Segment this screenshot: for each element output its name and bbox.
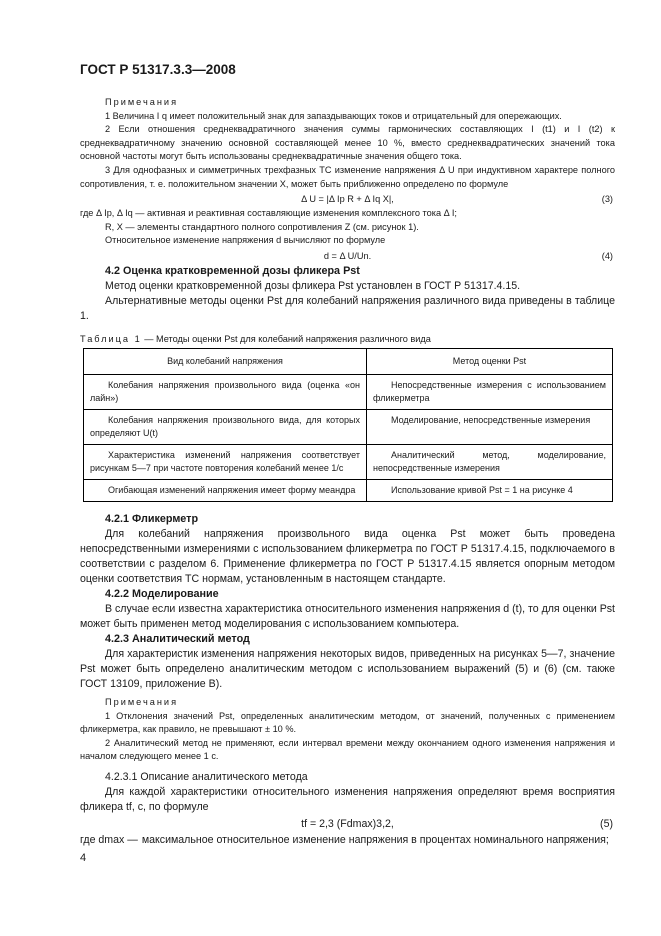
section-4-2-2-heading: 4.2.2 Моделирование bbox=[105, 587, 219, 600]
document-header: ГОСТ Р 51317.3.3—2008 bbox=[80, 62, 236, 77]
formula-4-expression: d = Δ U/Un. bbox=[323, 250, 372, 261]
table-row bbox=[84, 409, 613, 444]
notes-2-title: Примечания bbox=[105, 696, 179, 707]
section-4-2-3-paragraph: Для характеристик изменения напряжения некоторых видов, приведенных на рисунках 5—7, значение Pst может быть определено аналитическим методом с использованием выражений (5) и (6) (см. также ГОСТ 13109, приложение В). bbox=[80, 647, 615, 690]
formula-5 bbox=[80, 815, 615, 833]
page-content bbox=[80, 96, 615, 848]
formula-3-expression: Δ U = |Δ Ip R + Δ Iq X|, bbox=[301, 194, 394, 205]
where-dmax bbox=[80, 833, 615, 848]
section-4-2-3-heading: 4.2.3 Аналитический метод bbox=[105, 632, 250, 645]
table-header-kind: Вид колебаний напряжения bbox=[84, 348, 367, 374]
methods-table bbox=[83, 348, 613, 502]
section-4-2-1-heading: 4.2.1 Фликерметр bbox=[105, 512, 199, 525]
table-cell-method: Использование кривой Pst = 1 на рисунке 4 bbox=[367, 479, 613, 501]
where-dmax-text: максимальное относительное изменение напряжения в процентах номинального напряжения; bbox=[141, 833, 609, 846]
section-4-2-paragraph-1: Метод оценки кратковременной дозы фликера Pst установлен в ГОСТ Р 51317.4.15. bbox=[105, 279, 521, 292]
page-number: 4 bbox=[80, 852, 87, 864]
note-2-2: 2 Аналитический метод не применяют, если интервал времени между окончанием одного изменения напряжения и началом следующего менее 1 с. bbox=[80, 737, 615, 762]
note-2: 2 Если отношения среднеквадратичного значения суммы гармонических составляющих I (t1) и I (t2) к среднеквадратичному значению основной составляющей менее 10 %, вместо среднеквадратических значений тока основной частоты могут быть использованы среднеквадратичные значения общего тока. bbox=[80, 124, 615, 162]
table-caption bbox=[80, 334, 615, 344]
table-cell-kind: Колебания напряжения произвольного вида (оценка «он лайн») bbox=[84, 374, 367, 409]
formula-4 bbox=[80, 248, 615, 264]
table-cell-kind: Огибающая изменений напряжения имеет форму меандра bbox=[84, 479, 367, 501]
formula-3-number: (3) bbox=[601, 194, 613, 205]
where-dmax-label: где dmax — bbox=[80, 833, 138, 846]
table-caption-text: — Методы оценки Pst для колебаний напряжения различного вида bbox=[141, 333, 431, 344]
section-4-2-paragraph-2: Альтернативные методы оценки Pst для колебаний напряжения различного вида приведены в таблице 1. bbox=[80, 294, 615, 322]
formula-3 bbox=[80, 191, 615, 207]
table-row bbox=[84, 444, 613, 479]
table-cell-method: Непосредственные измерения с использованием фликерметра bbox=[367, 374, 613, 409]
table-cell-method: Аналитический метод, моделирование, непосредственные измерения bbox=[367, 444, 613, 479]
table-caption-label: Таблица 1 bbox=[80, 333, 142, 344]
where-line-2: R, X — элементы стандартного полного сопротивления Z (см. рисунок 1). bbox=[105, 221, 419, 232]
section-4-2-3-1-paragraph: Для каждой характеристики относительного изменения напряжения определяют время восприятия фликера tf, с, по формуле bbox=[80, 785, 615, 813]
formula-5-expression: tf = 2,3 (Fdmax)3,2, bbox=[301, 817, 394, 830]
table-cell-method: Моделирование, непосредственные измерения bbox=[367, 409, 613, 444]
formula-4-number: (4) bbox=[601, 250, 613, 261]
relative-change-text: Относительное изменение напряжения d вычисляют по формуле bbox=[105, 235, 386, 246]
table-header-method: Метод оценки Pst bbox=[367, 348, 613, 374]
section-4-2-heading: 4.2 Оценка кратковременной дозы фликера Pst bbox=[105, 264, 360, 277]
note-2-1: 1 Отклонения значений Pst, определенных аналитическим методом, от значений, полученных с применением фликерметра, как правило, не превышают ± 10 %. bbox=[80, 710, 615, 735]
table-header-row bbox=[84, 348, 613, 374]
formula-5-number: (5) bbox=[600, 817, 613, 830]
section-4-2-3-1-heading: 4.2.3.1 Описание аналитического метода bbox=[105, 770, 308, 783]
note-3: 3 Для однофазных и симметричных трехфазных ТС изменение напряжения Δ U при индуктивном характере полного сопротивления, т. е. положительном значении X, может быть приближенно определено по формуле bbox=[80, 164, 615, 189]
table-cell-kind: Характеристика изменений напряжения соответствует рисункам 5—7 при частоте повторения колебаний менее 1/с bbox=[84, 444, 367, 479]
where-line-1: где Δ Ip, Δ Iq — активная и реактивная составляющие изменения комплексного тока Δ I; bbox=[80, 208, 457, 219]
section-4-2-1-paragraph: Для колебаний напряжения произвольного вида оценка Pst может быть проведена непосредственными измерениями с использованием фликерметра по ГОСТ Р 51317.4.15, подключаемого в соответствии с разделом 6. Применение фликерметра по ГОСТ Р 51317.4.15 является опорным методом оценки соответствия ТС нормам, установленным в настоящем стандарте. bbox=[80, 527, 615, 585]
table-row bbox=[84, 479, 613, 501]
note-1: 1 Величина I q имеет положительный знак для запаздывающих токов и отрицательный для опережающих. bbox=[105, 110, 562, 121]
table-cell-kind: Колебания напряжения произвольного вида, для которых определяют U(t) bbox=[84, 409, 367, 444]
table-row bbox=[84, 374, 613, 409]
section-4-2-2-paragraph: В случае если известна характеристика относительного изменения напряжения d (t), то для оценки Pst может быть применен метод моделирования с использованием компьютера. bbox=[80, 602, 615, 630]
notes-title: Примечания bbox=[105, 97, 179, 107]
